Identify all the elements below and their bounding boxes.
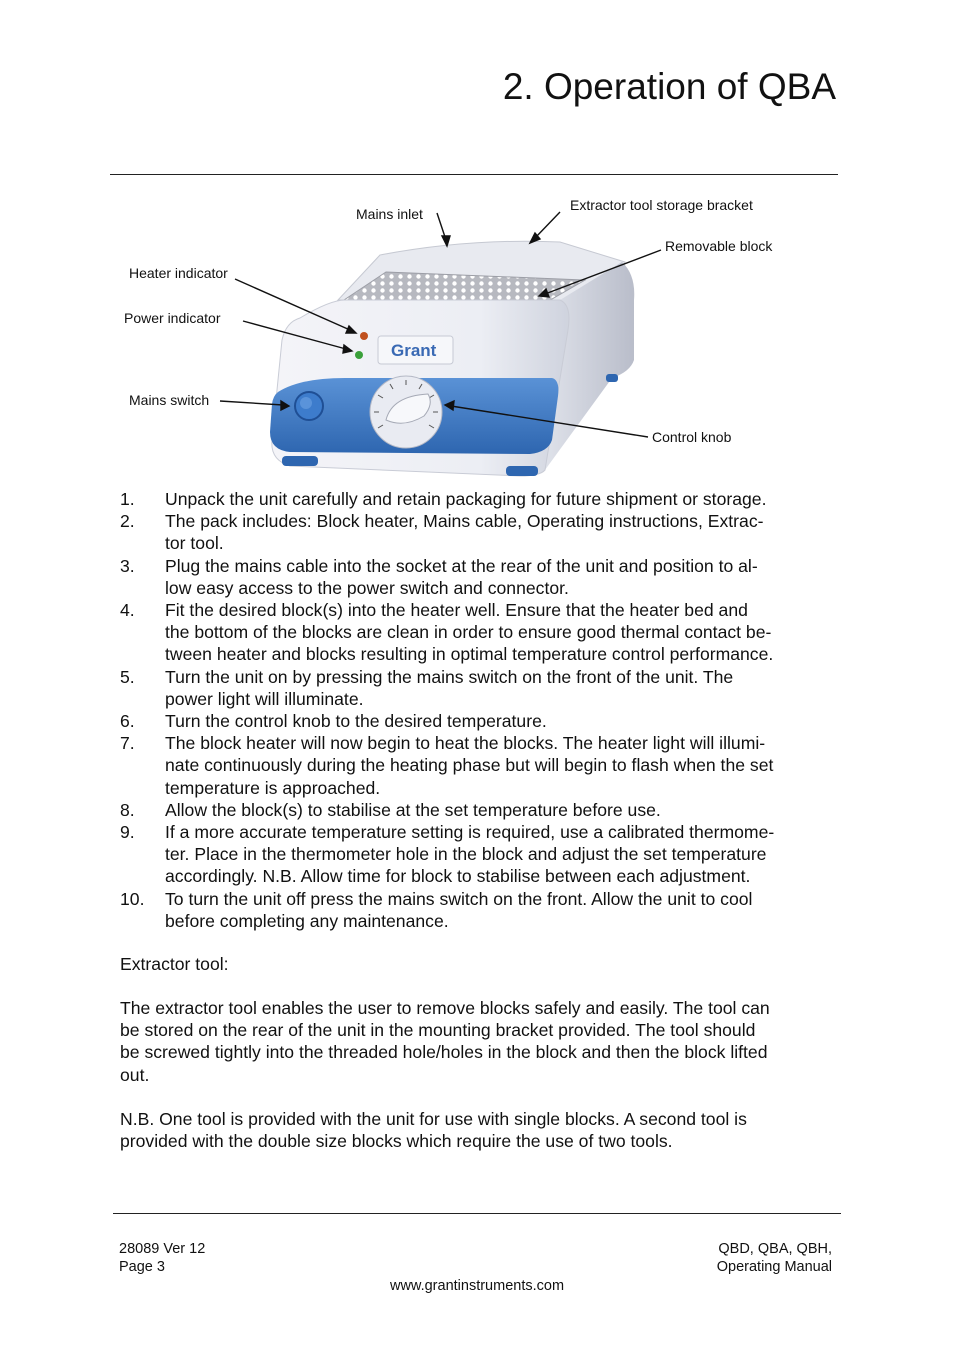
- footer-models: QBD, QBA, QBH,: [718, 1241, 832, 1257]
- list-item: 2. The pack includes: Block heater, Mains cable, Operating instructions, Extrac- tor tool.: [120, 511, 764, 554]
- operation-steps: [120, 488, 840, 932]
- footer-rule: [113, 1213, 841, 1214]
- footer-doc-ref: 28089 Ver 12: [119, 1241, 206, 1257]
- list-item: 7. The block heater will now begin to heat the blocks. The heater light will illumi- nate continuously during the heating phase but will begin to flash when the set temperature is approached.: [120, 733, 774, 798]
- list-item: 6. Turn the control knob to the desired temperature.: [120, 711, 547, 732]
- list-item: 4. Fit the desired block(s) into the heater well. Ensure that the heater bed and the bottom of the blocks are clean in order to ensure good thermal contact be- tween heater and blocks resulting in optimal temperature control performance.: [120, 600, 774, 665]
- extractor-note: N.B. One tool is provided with the unit for use with single blocks. A second tool is provided with the double size blocks which require the use of two tools.: [120, 1109, 747, 1152]
- page-title: 2. Operation of QBA: [502, 66, 836, 107]
- callout-mains-inlet: Mains inlet: [356, 206, 423, 222]
- brand-logo: Grant: [391, 341, 437, 360]
- extractor-heading: Extractor tool:: [120, 954, 229, 974]
- callout-control-knob: Control knob: [652, 429, 732, 445]
- extractor-paragraph: The extractor tool enables the user to remove blocks safely and easily. The tool can be stored on the rear of the unit in the mounting bracket provided. The tool should be screwed tightly into the threaded hole/holes in the block and then the block lifted out.: [120, 998, 770, 1085]
- heater-indicator-led: [360, 332, 368, 340]
- list-item: 3. Plug the mains cable into the socket at the rear of the unit and position to al- low easy access to the power switch and connector.: [120, 555, 758, 598]
- block-heater-illustration: [0, 0, 954, 490]
- callout-power-indicator: Power indicator: [124, 310, 221, 326]
- list-item: 5. Turn the unit on by pressing the mains switch on the front of the unit. The power light will illuminate.: [120, 666, 734, 709]
- callout-heater-indicator: Heater indicator: [129, 265, 228, 281]
- list-item: 1. Unpack the unit carefully and retain packaging for future shipment or storage.: [120, 489, 767, 509]
- list-item: 9. If a more accurate temperature setting is required, use a calibrated thermome- ter. Place in the thermometer hole in the block and adjust the set temperature accordingly. N.B. Allow time for block to stabilise between each adjustment.: [120, 822, 775, 887]
- power-indicator-led: [355, 351, 363, 359]
- footer-manual: Operating Manual: [716, 1259, 832, 1275]
- list-item: 10. To turn the unit off press the mains switch on the front. Allow the unit to cool before completing any maintenance.: [120, 888, 753, 931]
- list-item: 8. Allow the block(s) to stabilise at the set temperature before use.: [120, 799, 661, 820]
- callout-extractor-bracket: Extractor tool storage bracket: [570, 197, 753, 213]
- footer-page-number: Page 3: [119, 1259, 165, 1275]
- callout-removable-block: Removable block: [665, 238, 773, 254]
- callout-mains-switch: Mains switch: [129, 392, 210, 408]
- footer-website: www.grantinstruments.com: [389, 1278, 565, 1294]
